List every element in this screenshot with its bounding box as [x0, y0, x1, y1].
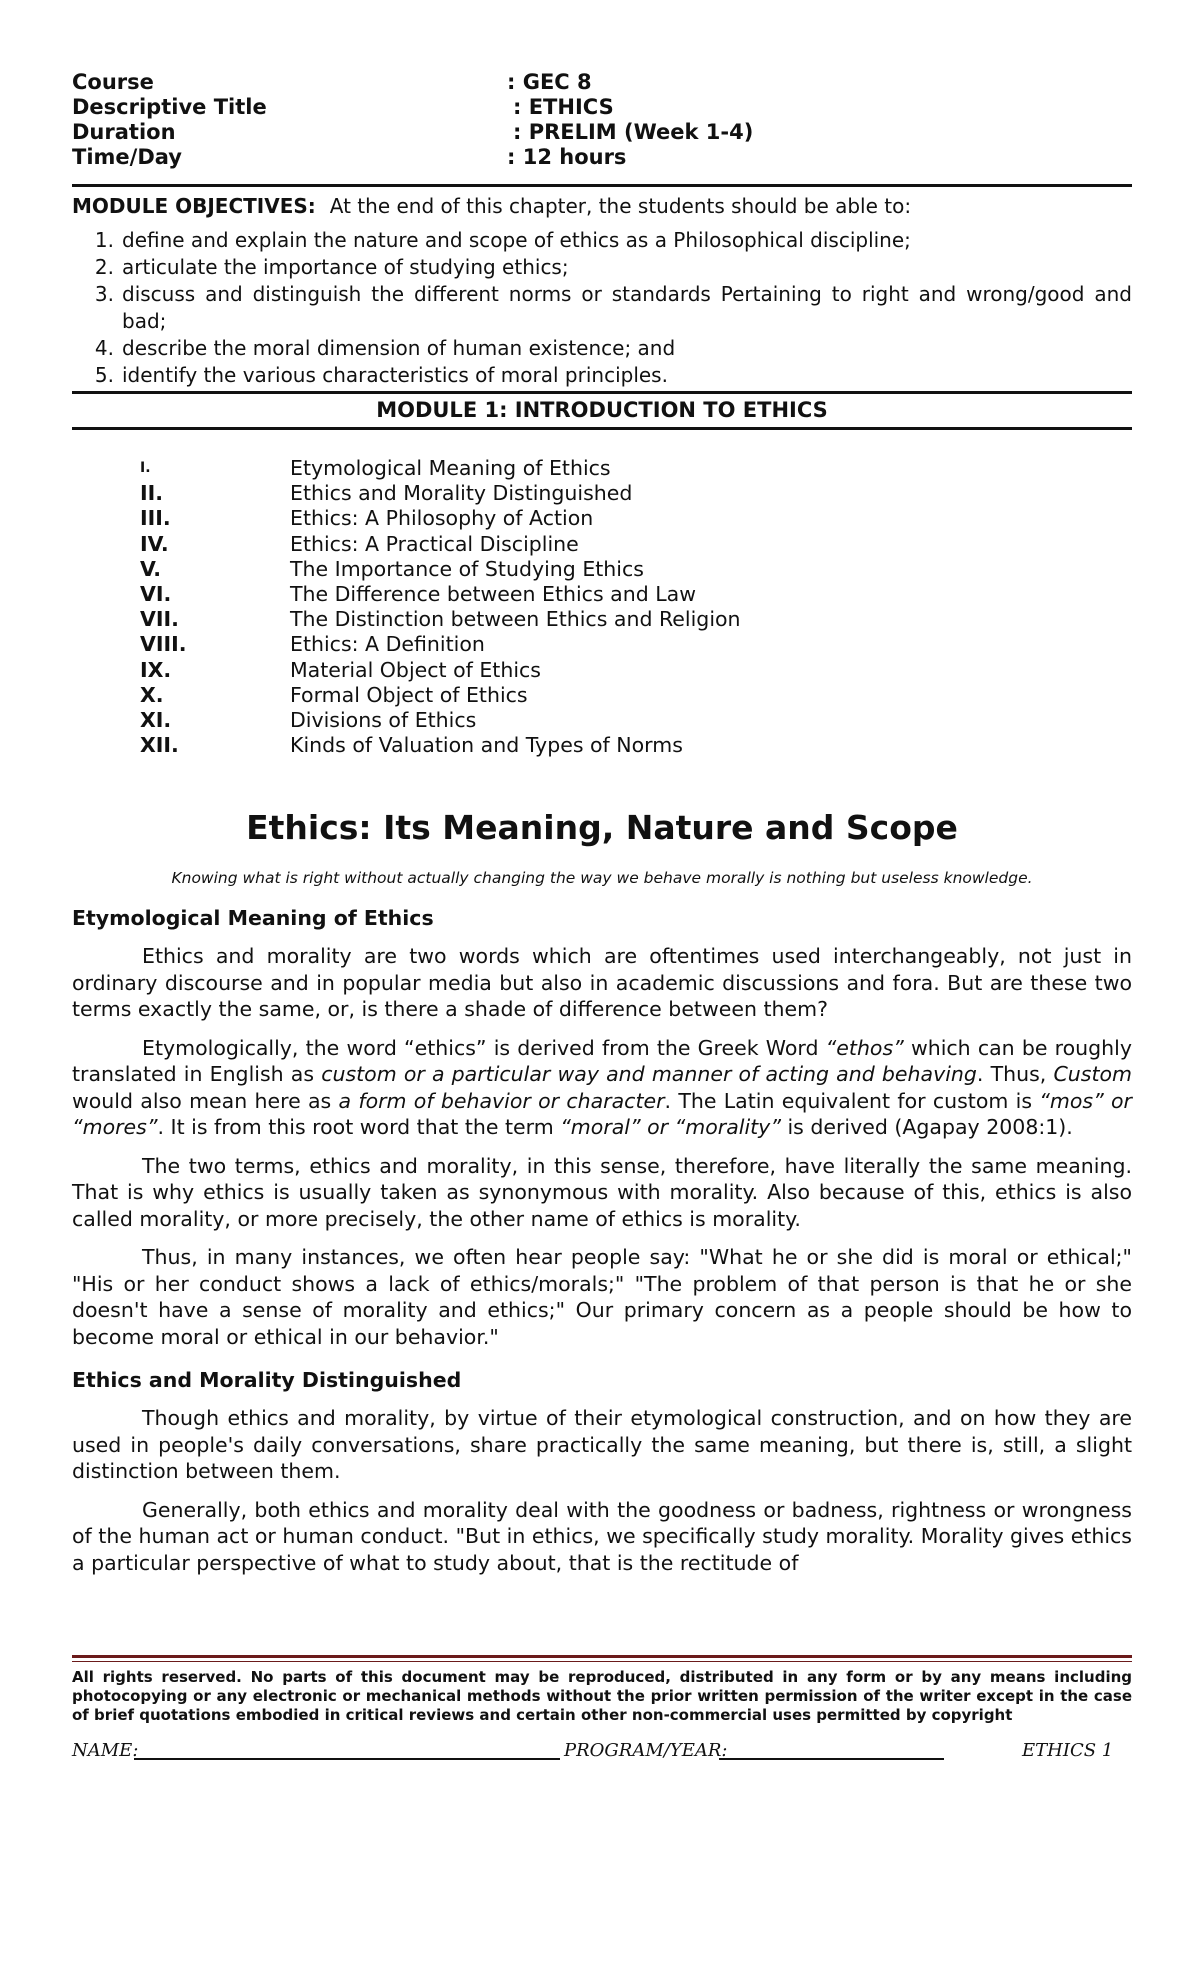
footer-divider: [72, 1655, 1132, 1662]
toc-item: VII. The Distinction between Ethics and Religion: [140, 607, 741, 632]
header-row-duration: Duration : PRELIM (Week 1-4): [72, 120, 754, 144]
name-label: NAME:: [72, 1740, 139, 1761]
toc-item: X. Formal Object of Ethics: [140, 682, 528, 707]
footer-fields: [72, 1740, 1132, 1770]
objective-item: 5. identify the various characteristics of moral principles.: [94, 363, 668, 387]
section-heading: Ethics and Morality Distinguished: [72, 1368, 462, 1393]
toc-item: V. The Importance of Studying Ethics: [140, 556, 644, 581]
copyright-notice: All rights reserved. No parts of this document may be reproduced, distributed in any form or by any means including photocopying or any electronic or mechanical methods without the prior written permission of the writer except in the case of brief quotations embodied in critical reviews and certain other non-commercial uses permitted by copyright: [72, 1668, 1132, 1724]
objective-item: 2. articulate the importance of studying ethics;: [94, 255, 569, 279]
paragraph: Etymologically, the word “ethics” is derived from the Greek Word “ethos” which can be roughly translated in English as custom or a particular way and manner of acting and behaving. Thus, Custom would also mean here as a form of behavior or character. The Latin equivalent for custom is “mos” or “mores”. It is from this root word that the term “moral” or “morality” is derived (Agapay 2008:1).: [72, 1035, 1132, 1140]
objective-item: 3. discuss and distinguish the different norms or standards Pertaining to right and wrong/good and bad;: [94, 282, 1132, 333]
paragraph: Generally, both ethics and morality deal with the goodness or badness, rightness or wrongness of the human act or human conduct. "But in ethics, we specifically study morality. Morality gives ethics a particular perspective of what to study about, that is the rectitude of: [72, 1497, 1132, 1575]
paragraph: Thus, in many instances, we often hear people say: "What he or she did is moral or ethical;" "His or her conduct shows a lack of ethics/morals;" "The problem of that person is that he or she doesn't have a sense of morality and ethics;" Our primary concern as a people should be how to become moral or ethical in our behavior.": [72, 1245, 1132, 1349]
toc-item: II. Ethics and Morality Distinguished: [140, 481, 633, 506]
toc-item: VI. The Difference between Ethics and Law: [140, 582, 696, 607]
toc-item: VIII. Ethics: A Definition: [140, 632, 485, 657]
toc-item: XII. Kinds of Valuation and Types of Norms: [140, 733, 683, 758]
objective-item: 1. define and explain the nature and scope of ethics as a Philosophical discipline;: [94, 228, 911, 252]
name-blank: [134, 1758, 560, 1760]
toc-item: XI. Divisions of Ethics: [140, 708, 477, 733]
divider: [72, 427, 1132, 430]
header-row-title: Descriptive Title : ETHICS: [72, 95, 614, 119]
paragraph: Though ethics and morality, by virtue of their etymological construction, and on how they are used in people's daily conversations, share practically the same meaning, but there is, still, a slight distinction between them.: [72, 1406, 1132, 1484]
course-header: [72, 70, 1132, 170]
header-row-course: Course : GEC 8: [72, 70, 592, 94]
epigraph: Knowing what is right without actually changing the way we behave morally is nothing but useless knowledge.: [171, 869, 1033, 888]
toc-item: IX. Material Object of Ethics: [140, 657, 541, 682]
paragraph: Ethics and morality are two words which are oftentimes used interchangeably, not just in ordinary discourse and in popular media but also in academic discussions and fora. But are these two terms exactly the same, or, is there a shade of difference between them?: [72, 944, 1132, 1022]
table-of-contents: [72, 456, 1132, 758]
objective-item: 4. describe the moral dimension of human existence; and: [94, 336, 676, 360]
toc-item: III. Ethics: A Philosophy of Action: [140, 506, 594, 531]
toc-item: I. Etymological Meaning of Ethics: [140, 456, 611, 480]
page-title: Ethics: Its Meaning, Nature and Scope: [246, 808, 958, 848]
header-row-time: Time/Day : 12 hours: [72, 145, 627, 169]
section-heading: Etymological Meaning of Ethics: [72, 906, 434, 931]
program-year-label: PROGRAM/YEAR:: [564, 1740, 728, 1761]
document-page: [72, 70, 1132, 1588]
page-number: ETHICS 1: [1022, 1740, 1114, 1761]
module-title: MODULE 1: INTRODUCTION TO ETHICS: [376, 398, 828, 422]
divider: [72, 184, 1132, 187]
program-year-blank: [719, 1758, 944, 1760]
toc-item: IV. Ethics: A Practical Discipline: [140, 531, 579, 556]
objectives-heading: MODULE OBJECTIVES: At the end of this chapter, the students should be able to:: [72, 194, 912, 218]
paragraph: The two terms, ethics and morality, in this sense, therefore, have literally the same meaning. That is why ethics is usually taken as synonymous with morality. Also because of this, ethics is also called morality, or more precisely, the other name of ethics is morality.: [72, 1153, 1132, 1231]
objectives-list: [72, 227, 1132, 389]
